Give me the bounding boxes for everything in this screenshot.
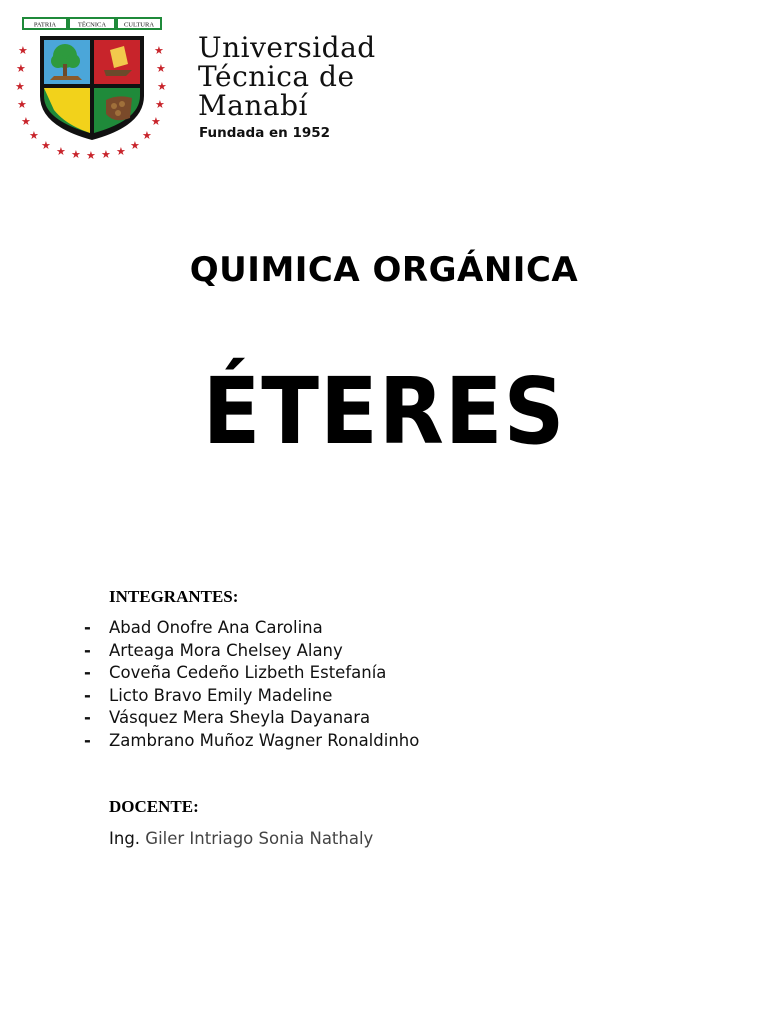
- list-item: [84, 730, 419, 753]
- list-item: [84, 707, 419, 730]
- svg-text:★: ★: [156, 62, 166, 75]
- teacher-name: Giler Intriago Sonia Nathaly: [145, 829, 374, 848]
- list-item: [84, 640, 419, 663]
- university-name-line: Manabí: [198, 89, 308, 122]
- svg-text:★: ★: [29, 129, 39, 142]
- svg-text:★: ★: [56, 145, 66, 158]
- members-heading: INTEGRANTES:: [109, 587, 239, 606]
- list-item: [84, 685, 419, 708]
- crest-shield: [40, 36, 144, 140]
- teacher-heading: DOCENTE:: [109, 797, 199, 816]
- university-name-line: Técnica de: [198, 60, 355, 93]
- member-name: Coveña Cedeño Lizbeth Estefanía: [109, 663, 387, 683]
- svg-text:★: ★: [130, 139, 140, 152]
- topic-title: ÉTERES: [202, 358, 566, 465]
- svg-text:★: ★: [142, 129, 152, 142]
- university-name: [198, 33, 376, 120]
- svg-text:★: ★: [41, 139, 51, 152]
- bullet-dash: -: [84, 618, 91, 637]
- bullet-dash: -: [84, 730, 91, 750]
- bullet-dash: -: [84, 685, 91, 705]
- svg-text:★: ★: [18, 44, 28, 57]
- member-name: Zambrano Muñoz Wagner Ronaldinho: [109, 730, 420, 750]
- teacher-line: [109, 829, 373, 848]
- svg-text:★: ★: [157, 80, 167, 93]
- svg-text:★: ★: [86, 149, 96, 160]
- bullet-dash: -: [84, 640, 91, 660]
- university-crest-logo: [14, 14, 170, 160]
- svg-text:★: ★: [71, 148, 81, 160]
- member-name: Vásquez Mera Sheyla Dayanara: [109, 708, 371, 728]
- svg-text:★: ★: [101, 148, 111, 160]
- university-name-line: Universidad: [198, 31, 376, 64]
- svg-text:★: ★: [155, 98, 165, 111]
- svg-text:★: ★: [116, 145, 126, 158]
- list-item: [84, 662, 419, 685]
- svg-text:★: ★: [154, 44, 164, 57]
- svg-text:TÉCNICA: TÉCNICA: [77, 21, 107, 29]
- members-list: [84, 617, 419, 753]
- svg-text:PATRIA: PATRIA: [33, 21, 57, 29]
- svg-text:★: ★: [17, 98, 27, 111]
- svg-text:★: ★: [21, 115, 31, 128]
- teacher-title: Ing.: [109, 829, 141, 848]
- list-item: [84, 617, 419, 640]
- crest-banner: [22, 17, 162, 30]
- member-name: Abad Onofre Ana Carolina: [109, 618, 323, 637]
- member-name: Arteaga Mora Chelsey Alany: [109, 640, 343, 660]
- svg-text:★: ★: [16, 62, 26, 75]
- svg-text:★: ★: [151, 115, 161, 128]
- svg-text:★: ★: [15, 80, 25, 93]
- subject-title: QUIMICA ORGÁNICA: [189, 250, 579, 290]
- founded-year: Fundada en 1952: [199, 125, 331, 141]
- bullet-dash: -: [84, 708, 91, 728]
- member-name: Licto Bravo Emily Madeline: [109, 685, 333, 705]
- bullet-dash: -: [84, 663, 91, 683]
- svg-text:CULTURA: CULTURA: [123, 21, 155, 29]
